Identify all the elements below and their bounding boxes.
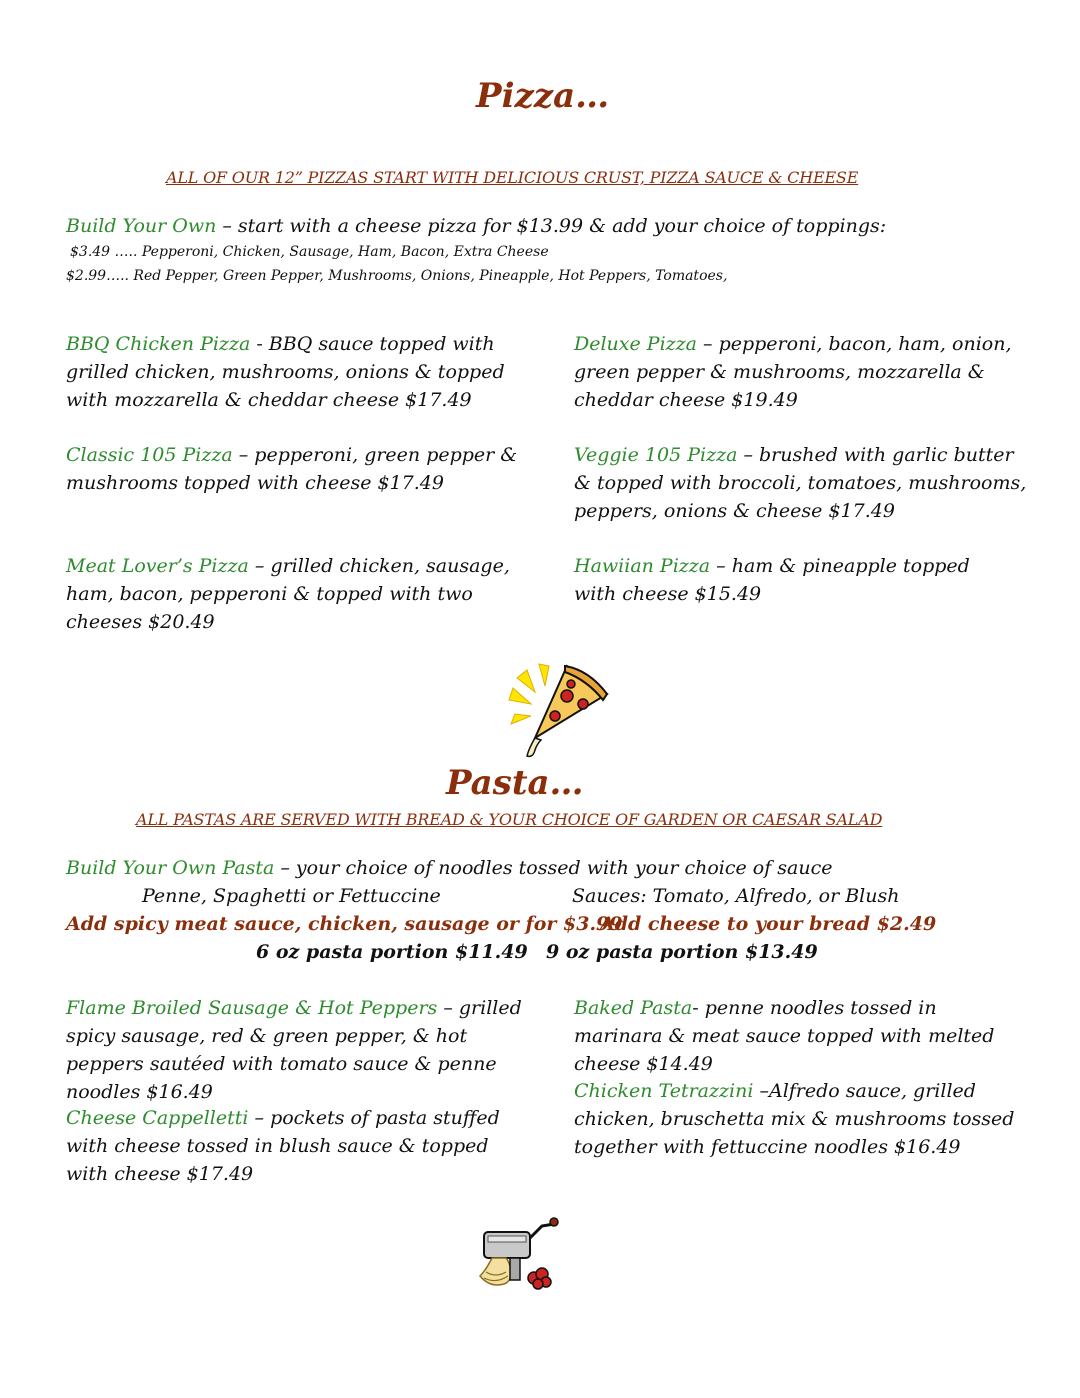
pizza-byo-name: Build Your Own bbox=[66, 215, 217, 237]
menu-item-chicken-tetrazzini bbox=[574, 1077, 1024, 1161]
menu-item-cheese-cappelletti bbox=[66, 1104, 526, 1188]
pasta-portion-9: 9 oz pasta portion $13.49 bbox=[546, 941, 818, 963]
pasta-maker-icon bbox=[470, 1214, 562, 1294]
item-desc: –Alfredo sauce, grilled chicken, bruschetta mix & mushrooms tossed together with fettuccine noodles $16.49 bbox=[574, 1080, 1015, 1158]
pasta-title: Pasta… bbox=[446, 763, 584, 803]
pasta-addon-cheese: Add cheese to your bread $2.49 bbox=[600, 913, 937, 935]
pasta-addon-meat: Add spicy meat sauce, chicken, sausage or for $3.99 bbox=[66, 913, 623, 935]
menu-item-bbq-chicken-pizza bbox=[66, 330, 536, 414]
item-name: Meat Lover’s Pizza bbox=[66, 555, 249, 577]
pasta-noodles: Penne, Spaghetti or Fettuccine bbox=[142, 885, 441, 907]
item-desc: – brushed with garlic butter & topped with broccoli, tomatoes, mushrooms, peppers, onions & cheese $17.49 bbox=[574, 444, 1027, 522]
pizza-byo-desc: – start with a cheese pizza for $13.99 & add your choice of toppings: bbox=[216, 215, 887, 237]
item-desc: - BBQ sauce topped with grilled chicken, mushrooms, onions & topped with mozzarella & cheddar cheese $17.49 bbox=[66, 333, 505, 411]
menu-item-baked-pasta bbox=[574, 994, 1024, 1078]
item-name: BBQ Chicken Pizza bbox=[66, 333, 251, 355]
item-name: Baked Pasta bbox=[574, 997, 693, 1019]
item-name: Deluxe Pizza bbox=[574, 333, 697, 355]
pasta-portion-6: 6 oz pasta portion $11.49 bbox=[256, 941, 528, 963]
pizza-slice-icon bbox=[505, 660, 615, 760]
item-desc: – pepperoni, bacon, ham, onion, green pepper & mushrooms, mozzarella & cheddar cheese $19.49 bbox=[574, 333, 1012, 411]
pizza-tier2: $2.99….. Red Pepper, Green Pepper, Mushrooms, Onions, Pineapple, Hot Peppers, Tomatoes, bbox=[66, 268, 728, 284]
menu-item-classic-105-pizza bbox=[66, 441, 536, 497]
item-desc: – grilled spicy sausage, red & green pepper, & hot peppers sautéed with tomato sauce & penne noodles $16.49 bbox=[66, 997, 522, 1103]
menu-item-deluxe-pizza bbox=[574, 330, 1034, 414]
item-desc: – pockets of pasta stuffed with cheese tossed in blush sauce & topped with cheese $17.49 bbox=[66, 1107, 500, 1185]
menu-item-flame-broiled-sausage bbox=[66, 994, 536, 1106]
pasta-banner: ALL PASTAS ARE SERVED WITH BREAD & YOUR CHOICE OF GARDEN OR CAESAR SALAD bbox=[136, 810, 883, 829]
pasta-byo-name: Build Your Own Pasta bbox=[66, 857, 275, 879]
item-name: Veggie 105 Pizza bbox=[574, 444, 738, 466]
pasta-sauces: Sauces: Tomato, Alfredo, or Blush bbox=[572, 885, 900, 907]
menu-item-meat-lovers-pizza bbox=[66, 552, 546, 636]
item-name: Flame Broiled Sausage & Hot Peppers bbox=[66, 997, 438, 1019]
menu-item-hawiian-pizza bbox=[574, 552, 1014, 608]
pizza-banner: ALL OF OUR 12” PIZZAS START WITH DELICIOUS CRUST, PIZZA SAUCE & CHEESE bbox=[166, 168, 859, 187]
item-desc: – grilled chicken, sausage, ham, bacon, pepperoni & topped with two cheeses $20.49 bbox=[66, 555, 510, 633]
menu-item-veggie-105-pizza bbox=[574, 441, 1034, 525]
item-desc: – pepperoni, green pepper & mushrooms topped with cheese $17.49 bbox=[66, 444, 518, 494]
item-desc: – ham & pineapple topped with cheese $15.49 bbox=[574, 555, 970, 605]
pasta-byo-line bbox=[66, 854, 833, 882]
pizza-tier1: $3.49 ….. Pepperoni, Chicken, Sausage, Ham, Bacon, Extra Cheese bbox=[70, 244, 549, 260]
item-desc: - penne noodles tossed in marinara & meat sauce topped with melted cheese $14.49 bbox=[574, 997, 995, 1075]
item-name: Cheese Cappelletti bbox=[66, 1107, 249, 1129]
pasta-byo-desc: – your choice of noodles tossed with your choice of sauce bbox=[274, 857, 833, 879]
item-name: Classic 105 Pizza bbox=[66, 444, 233, 466]
pizza-byo-line bbox=[66, 212, 886, 240]
item-name: Chicken Tetrazzini bbox=[574, 1080, 754, 1102]
pizza-title: Pizza… bbox=[476, 76, 610, 116]
item-name: Hawiian Pizza bbox=[574, 555, 711, 577]
